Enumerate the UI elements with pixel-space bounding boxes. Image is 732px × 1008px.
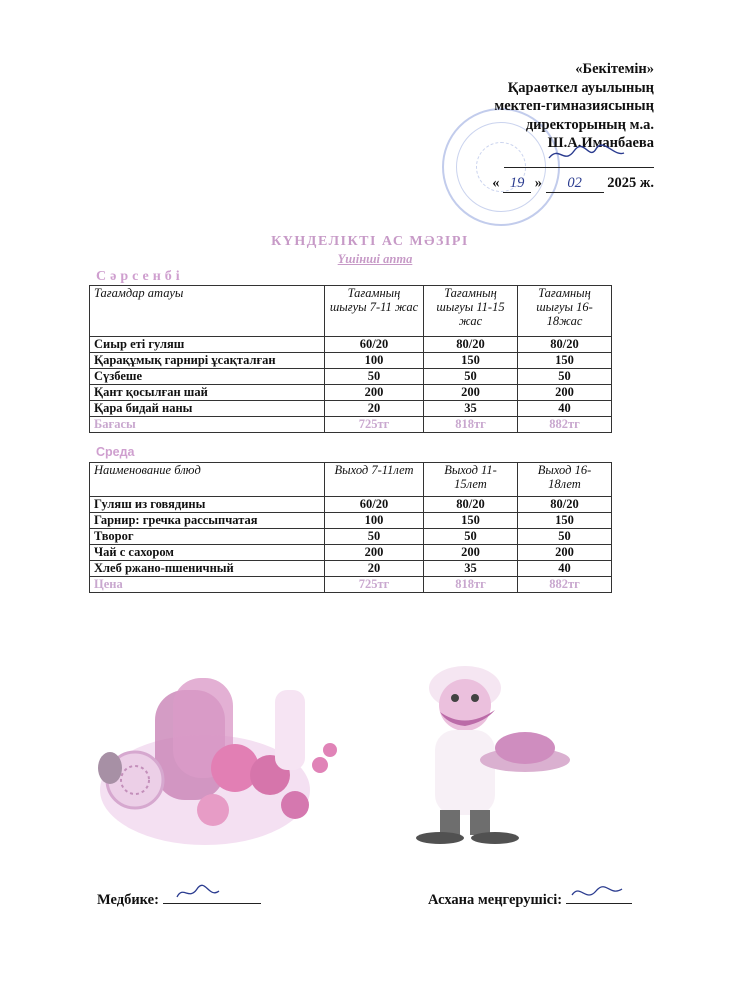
food-still-life-icon (98, 678, 337, 845)
day-label-ru: Среда (96, 445, 135, 459)
date-month: 02 (546, 174, 604, 194)
table-row: Қант қосылған шай 200 200 200 (90, 385, 612, 401)
canteen-head-signature-field (428, 889, 632, 909)
week-subtitle: Үшінші апта (337, 252, 413, 266)
nurse-signature-field (97, 889, 261, 909)
header-age-7-11: Выход 7-11лет (325, 463, 424, 497)
signature-scribble-icon (570, 883, 630, 903)
table-row: Қара бидай наны 20 35 40 (90, 401, 612, 417)
chef-cartoon-icon (416, 666, 570, 844)
table-row: Хлеб ржано-пшеничный 20 35 40 (90, 561, 612, 577)
header-age-16-18: Выход 16-18лет (518, 463, 612, 497)
table-row: Қарақұмық гарнирі ұсақталған 100 150 150 (90, 353, 612, 369)
table-row: Сүзбеше 50 50 50 (90, 369, 612, 385)
day-label-kz: Сәрсенбі (96, 269, 184, 284)
date-year: 2025 ж. (607, 174, 654, 191)
signature-scribble-icon (544, 143, 694, 165)
menu-table-kz (89, 285, 612, 433)
approval-block (492, 60, 654, 193)
approval-village: Қараөткел ауылының (507, 79, 654, 96)
director-signature (504, 153, 654, 168)
page-title: КҮНДЕЛІКТІ АС МӘЗІРІ (271, 234, 469, 249)
approval-position: директорының м.а. (525, 116, 654, 133)
approval-heading: «Бекітемін» (575, 61, 654, 77)
canteen-head-signature (566, 889, 632, 904)
approval-director-name: Ш.А.Иманбаева (547, 135, 654, 152)
header-age-11-15: Тағамның шығуы 11-15 жас (424, 286, 518, 337)
approval-school: мектеп-гимназиясының (494, 98, 654, 115)
food-and-chef-illustration (95, 650, 615, 850)
table-row: Сиыр еті гуляш 60/20 80/20 80/20 (90, 337, 612, 353)
approval-date: « 19 » 02 2025 ж. (492, 174, 654, 194)
menu-table-ru (89, 462, 612, 593)
header-age-11-15: Выход 11-15лет (424, 463, 518, 497)
signature-scribble-icon (175, 883, 235, 903)
header-dish-name: Наименование блюд (90, 463, 325, 497)
header-age-16-18: Тағамның шығуы 16-18жас (518, 286, 612, 337)
table-row: Гуляш из говядины 60/20 80/20 80/20 (90, 497, 612, 513)
price-row: Цена 725тг 818тг 882тг (90, 577, 612, 593)
canteen-head-label: Асхана меңгерушісі: (428, 892, 563, 908)
header-dish-name: Тағамдар атауы (90, 286, 325, 337)
header-age-7-11: Тағамның шығуы 7-11 жас (325, 286, 424, 337)
nurse-signature (163, 889, 261, 904)
table-row: Гарнир: гречка рассыпчатая 100 150 150 (90, 513, 612, 529)
table-row: Чай с сахором 200 200 200 (90, 545, 612, 561)
date-day: 19 (503, 174, 531, 194)
director-signature-line (492, 153, 654, 174)
table-header-row (90, 286, 612, 337)
table-row: Творог 50 50 50 (90, 529, 612, 545)
price-row: Бағасы 725тг 818тг 882тг (90, 417, 612, 433)
nurse-label: Медбике: (97, 892, 159, 908)
table-header-row (90, 463, 612, 497)
